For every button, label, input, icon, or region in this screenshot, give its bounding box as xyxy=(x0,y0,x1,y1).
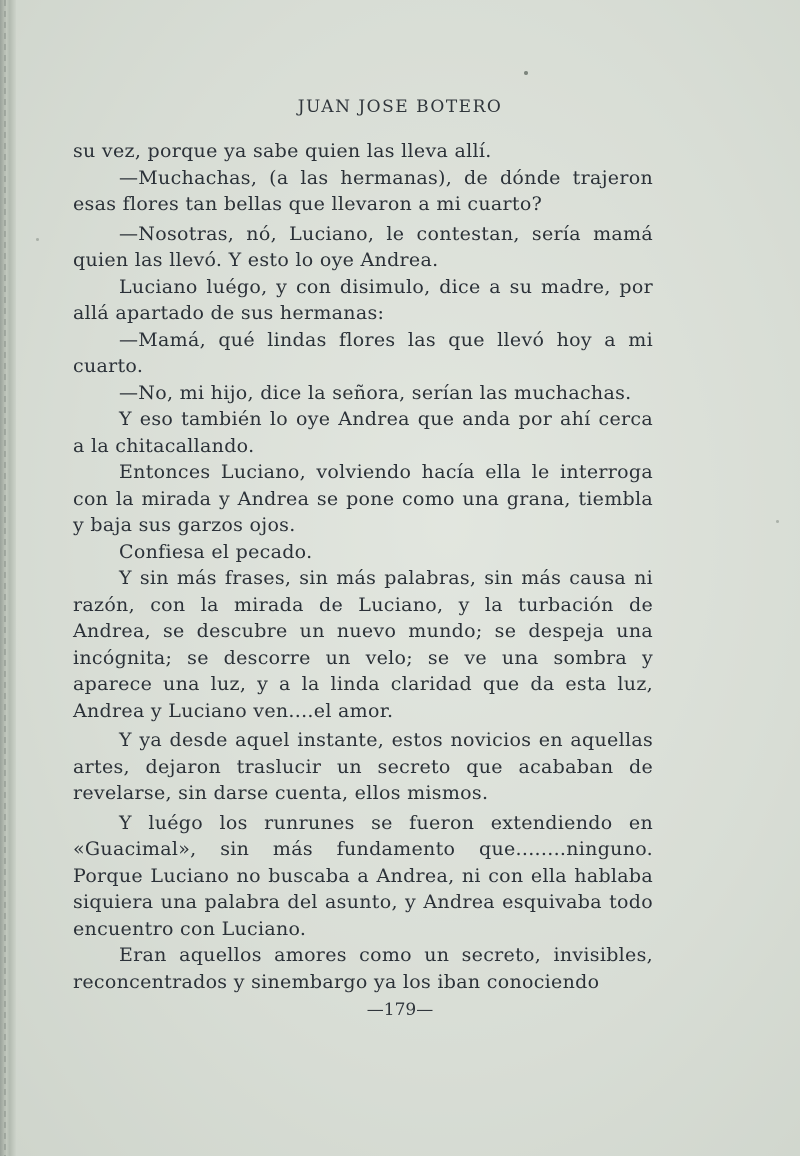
paper-speck xyxy=(524,71,528,75)
book-binding-edge xyxy=(0,0,16,1156)
paper-speck xyxy=(776,520,779,523)
paragraph: Luciano luégo, y con disimulo, dice a su madre, por allá apartado de sus hermanas: xyxy=(73,275,653,324)
paper-speck xyxy=(36,238,39,241)
paragraph: Entonces Luciano, volviendo hacía ella le interroga con la mirada y Andrea se pone como una grana, tiembla y baja sus garzos ojos. xyxy=(73,461,653,536)
paragraph: Eran aquellos amores como un secreto, invisibles, reconcentrados y sinembargo ya los iban conociendo xyxy=(73,944,653,993)
paragraph: su vez, porque ya sabe quien las lleva allí. xyxy=(73,140,492,162)
page-number: —179— xyxy=(366,1000,434,1020)
paragraph: Y eso también lo oye Andrea que anda por ahí cerca a la chitacallando. xyxy=(73,408,653,457)
paragraph: —No, mi hijo, dice la señora, serían las muchachas. xyxy=(119,381,632,404)
paragraph: Y sin más frases, sin más palabras, sin más causa ni razón, con la mirada de Luciano, y la turbación de Andrea, se descubre un nuevo mundo; se despeja una incógnita; se descorre un velo; se ve una sombra y aparece una luz, y a la linda claridad que da esta luz, Andrea y Luciano ven....el amor. xyxy=(73,567,653,722)
paragraph: Y ya desde aquel instante, estos novicios en aquellas artes, dejaron traslucir un secreto que acababan de revelarse, sin darse cuenta, ellos mismos. xyxy=(73,729,653,804)
paragraph: Y luégo los runrunes se fueron extendiendo en «Guacimal», sin más fundamento que........ninguno. Porque Luciano no buscaba a Andrea, ni con ella hablaba siquiera una palabra del asunto, y Andrea esquivaba todo encuentro con Luciano. xyxy=(73,811,653,940)
running-header: JUAN JOSE BOTERO xyxy=(297,97,503,117)
paragraph: —Muchachas, (a las hermanas), de dónde trajeron esas flores tan bellas que llevaron a mi cuarto? xyxy=(73,166,653,215)
paragraph: Confiesa el pecado. xyxy=(119,540,313,563)
paragraph: —Mamá, qué lindas flores las que llevó hoy a mi cuarto. xyxy=(73,328,653,377)
paragraph: —Nosotras, nó, Luciano, le contestan, sería mamá quien las llevó. Y esto lo oye Andrea. xyxy=(73,222,653,271)
body-text xyxy=(73,138,653,995)
